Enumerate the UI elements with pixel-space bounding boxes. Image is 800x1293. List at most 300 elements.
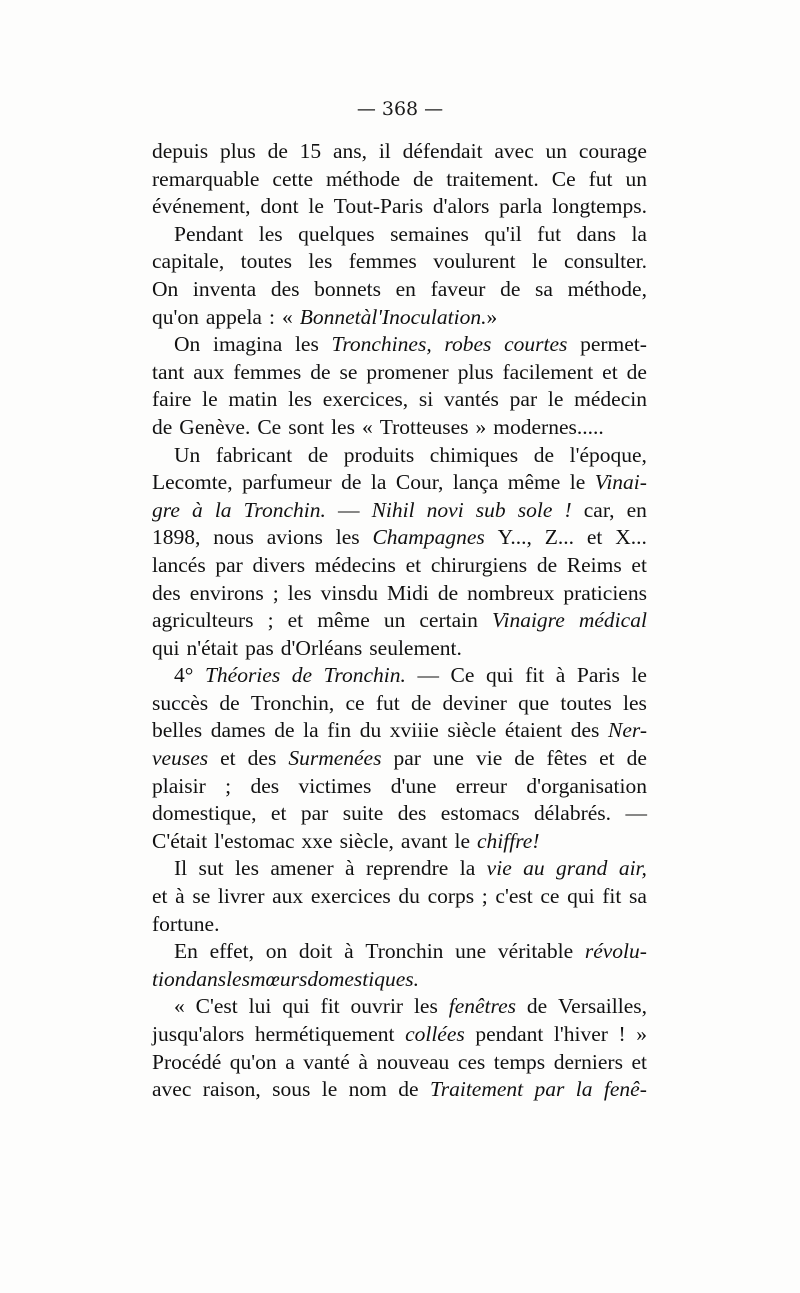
word: et [631, 552, 647, 577]
word: méthode [325, 166, 400, 191]
word: Champagnes [372, 525, 485, 550]
word: les [258, 221, 283, 246]
word: Nihil [371, 497, 415, 522]
word: d'organisation [526, 773, 647, 798]
word: les [294, 332, 319, 357]
word: » [486, 304, 498, 329]
word: à [345, 856, 355, 881]
word: Y..., [497, 525, 532, 550]
word: femmes [233, 359, 302, 384]
text-line [152, 800, 647, 828]
word: courage [578, 139, 647, 163]
word: effet, [209, 939, 254, 964]
word: car, [583, 497, 615, 522]
word: avec [152, 1077, 192, 1102]
word: hermétiquement [254, 1022, 395, 1046]
word: même [507, 470, 561, 495]
word: Traitement [429, 1077, 524, 1102]
word: à [358, 1049, 368, 1074]
word: a [285, 1049, 295, 1074]
word: c'est [495, 884, 533, 909]
word: de [291, 663, 313, 688]
text-line [152, 248, 647, 276]
word: lui [248, 994, 272, 1019]
word: les [308, 249, 333, 274]
word: « [281, 304, 293, 329]
word: se [192, 884, 211, 909]
word: se [339, 359, 358, 384]
word: de [307, 442, 329, 467]
word: véritable [497, 939, 574, 964]
word: des [397, 801, 427, 826]
word: Trotteuses [379, 414, 469, 439]
text-line [152, 276, 647, 304]
word: chimiques [429, 442, 519, 467]
word: les [331, 414, 355, 439]
word: les [235, 856, 259, 881]
word: on [265, 939, 288, 964]
word: raison, [202, 1077, 261, 1102]
word: ce [540, 884, 560, 909]
word: les [287, 580, 312, 605]
word: suite [342, 801, 384, 826]
word: sub [475, 497, 506, 522]
text-line [152, 855, 647, 883]
word: des [270, 276, 300, 301]
text-line [152, 331, 647, 359]
word: depuis [152, 139, 209, 163]
word: Procédé [152, 1049, 222, 1074]
word: Il [174, 856, 188, 881]
word: estomacs [440, 801, 520, 826]
word: sa [628, 884, 647, 909]
text-line [152, 773, 647, 801]
body-text [152, 138, 647, 1104]
text-line [152, 662, 647, 690]
word: traitement. [446, 166, 539, 191]
text-line [152, 166, 647, 194]
word: d'une [390, 773, 437, 798]
word: Tronchines, [331, 332, 432, 357]
word: Vinaigre [491, 608, 565, 633]
word: le [321, 1077, 338, 1102]
word: Tronchin [365, 939, 444, 964]
text-line [152, 414, 647, 442]
word: ; [481, 884, 488, 909]
word: — [337, 497, 360, 522]
word: nouveau [376, 1049, 450, 1074]
text-line [152, 911, 647, 939]
word: l'estomac [214, 828, 295, 853]
word: Ner- [608, 718, 647, 743]
word: toutes [560, 690, 612, 715]
word: une [455, 939, 487, 964]
word: fit [525, 663, 545, 688]
word: ! [532, 828, 540, 853]
word: par [215, 552, 243, 577]
word: inventa [192, 276, 257, 301]
word: modernes..... [493, 414, 604, 439]
word: d'Orléans [280, 635, 363, 660]
text-line [152, 524, 647, 552]
word: de [274, 718, 295, 743]
word: une [432, 746, 464, 771]
word: vie [486, 856, 512, 881]
word: erreur [455, 773, 508, 798]
word: de [398, 1077, 419, 1102]
word: » [475, 414, 487, 439]
word: imagina [212, 332, 283, 357]
word: C'est [195, 994, 238, 1019]
word: pendant [475, 1022, 544, 1046]
word: certain [419, 608, 478, 633]
word: et [152, 884, 168, 909]
word: avec [494, 139, 534, 163]
word: nom [348, 1077, 387, 1102]
word: même [317, 608, 370, 633]
word: à [555, 663, 566, 688]
word: à [360, 304, 372, 329]
word: si [418, 387, 434, 412]
word: Théories [204, 663, 281, 688]
word: des [570, 718, 600, 743]
word: reprendre [365, 856, 449, 881]
word: au [523, 856, 545, 881]
word: promener [366, 359, 449, 384]
word: n'était [186, 635, 239, 660]
word: aux [193, 359, 225, 384]
word: Z... [544, 525, 574, 550]
word: à [191, 497, 203, 522]
word: le [308, 194, 324, 219]
word: siècle, [339, 828, 394, 853]
word: sont [288, 414, 325, 439]
word: sa [535, 276, 553, 301]
word: des [250, 773, 280, 798]
word: praticiens [563, 580, 647, 605]
word: domestiques. [307, 966, 419, 991]
word: à [175, 884, 185, 909]
word: permet- [580, 332, 647, 357]
word: les [226, 966, 250, 991]
word: de [219, 690, 240, 715]
word: belles [152, 718, 203, 743]
word: collées [405, 1022, 465, 1046]
word: de [310, 359, 331, 384]
word: domestique, [152, 801, 257, 826]
word: Reims [566, 552, 622, 577]
word: il [378, 139, 391, 163]
text-line [152, 607, 647, 635]
word: ans, [332, 139, 368, 163]
word: ! [618, 1022, 626, 1046]
word: » [636, 1022, 647, 1046]
word: lancés [152, 552, 206, 577]
word: l'époque, [569, 442, 647, 467]
word: et [599, 746, 615, 771]
word: Lecomte, [152, 470, 233, 495]
word: de [500, 276, 521, 301]
word: voulurent [433, 249, 516, 274]
text-line [152, 359, 647, 387]
word: corps [427, 884, 475, 909]
text-line [152, 1021, 647, 1049]
word: la [631, 221, 647, 246]
word: plus [219, 139, 256, 163]
word: exercices [310, 884, 391, 909]
word: plaisir [152, 773, 206, 798]
word: de [526, 994, 548, 1019]
word: fortune. [152, 911, 220, 936]
word: novi [426, 497, 464, 522]
word: méthode, [567, 276, 647, 301]
word: xviiie [389, 718, 439, 743]
word: de [437, 580, 459, 605]
word: Tronchin. [243, 497, 326, 522]
word: de [533, 442, 555, 467]
word: et [220, 746, 236, 771]
word: On [174, 332, 201, 357]
word: robes [444, 332, 492, 357]
word: fut [588, 166, 613, 191]
word: par [509, 387, 538, 412]
word: et [270, 801, 287, 826]
word: vantés [443, 387, 499, 412]
word: ; [272, 580, 279, 605]
text-line [152, 690, 647, 718]
word: et [287, 608, 304, 633]
word: fenêtres [448, 994, 516, 1019]
word: — [625, 801, 647, 826]
word: par [534, 1077, 565, 1102]
text-line [152, 745, 647, 773]
word: 15 [299, 139, 322, 163]
word: fêtes [546, 746, 588, 771]
word: ce [345, 690, 365, 715]
word: de [410, 690, 432, 715]
word: produits [343, 442, 415, 467]
word: délabrés. [534, 801, 612, 826]
text-line [152, 635, 647, 663]
word: ouvrir [350, 994, 404, 1019]
word: la [575, 1077, 593, 1102]
text-line [152, 938, 647, 966]
word: ; [225, 773, 232, 798]
word: le [547, 387, 564, 412]
word: Ce [257, 414, 282, 439]
word: xxe [301, 828, 333, 853]
word: derniers [553, 1049, 623, 1074]
word: dames [210, 718, 266, 743]
word: fenê- [603, 1077, 647, 1102]
word: le [631, 663, 647, 688]
word: fabricant [215, 442, 293, 467]
word: air, [618, 856, 647, 881]
word: chirurgiens [430, 552, 528, 577]
word: et [405, 552, 422, 577]
word: Tronchin. [323, 663, 406, 688]
word: le [202, 387, 218, 412]
word: semaines [390, 221, 469, 246]
word: pas [245, 635, 274, 660]
word: On [152, 276, 179, 301]
word: : [268, 304, 275, 329]
word: livrer [217, 884, 265, 909]
word: fut [375, 690, 400, 715]
word: quelques [298, 221, 375, 246]
word: amener [270, 856, 334, 881]
word: nombreux [467, 580, 555, 605]
word: longtemps. [551, 194, 647, 219]
word: doit [298, 939, 333, 964]
word: du [359, 718, 382, 743]
word: du [398, 884, 420, 909]
word: fut [537, 221, 562, 246]
word: ces [457, 1049, 486, 1074]
page-number: — 368 — [356, 98, 444, 120]
word: la [303, 718, 319, 743]
word: matin [228, 387, 278, 412]
word: En [174, 939, 198, 964]
word: en [395, 276, 416, 301]
text-line [152, 1049, 647, 1077]
word: femmes [348, 249, 417, 274]
word: avions [266, 525, 323, 550]
text-line [152, 497, 647, 525]
word: tant [152, 359, 185, 384]
word: cette [272, 166, 313, 191]
word: Genève. [179, 414, 251, 439]
word: C'était [152, 828, 208, 853]
word: qu'il [484, 221, 522, 246]
word: appela [205, 304, 262, 329]
word: sut [198, 856, 224, 881]
word: tion [152, 966, 186, 991]
word: Tronchin, [250, 690, 335, 715]
word: dans [576, 221, 616, 246]
word: de [626, 359, 647, 384]
word: en [626, 497, 647, 522]
word: et [631, 1049, 647, 1074]
word: de [267, 139, 288, 163]
word: Ce [551, 166, 576, 191]
word: qui [567, 884, 595, 909]
word: un [383, 608, 406, 633]
text-line [152, 221, 647, 249]
word: l'hiver [553, 1022, 608, 1046]
word: environs [189, 580, 264, 605]
word: Paris [576, 663, 620, 688]
word: qu'on [229, 1049, 277, 1074]
text-line [152, 993, 647, 1021]
text-line [152, 1076, 647, 1104]
word: un [625, 166, 647, 191]
word: la [370, 470, 387, 495]
word: de [412, 166, 434, 191]
word: Versailles, [558, 994, 647, 1019]
word: faire [152, 387, 192, 412]
word: qu'on [152, 304, 199, 329]
word: de [514, 746, 535, 771]
text-line [152, 193, 647, 221]
word: et [586, 525, 603, 550]
word: capitale, [152, 249, 225, 274]
word: agriculteurs [152, 608, 254, 633]
word: vie [475, 746, 503, 771]
word: facilement [502, 359, 594, 384]
word: Un [174, 442, 201, 467]
word: le [532, 249, 548, 274]
word: siècle [447, 718, 497, 743]
word: que [518, 690, 550, 715]
word: médecins [314, 552, 396, 577]
word: dont [260, 194, 299, 219]
word: par [393, 746, 421, 771]
word: plus [457, 359, 494, 384]
word: parla [499, 194, 543, 219]
word: gre [152, 497, 180, 522]
word: ; [267, 608, 274, 633]
word: vinsdu [320, 580, 378, 605]
text-line [152, 717, 647, 745]
word: de [341, 470, 362, 495]
word: fit [320, 994, 340, 1019]
word: Surmenées [288, 746, 382, 771]
word: veuses [152, 746, 209, 771]
word: d'alors [432, 194, 490, 219]
word: et [602, 359, 618, 384]
word: victimes [298, 773, 372, 798]
text-line [152, 386, 647, 414]
word: de [536, 552, 558, 577]
word: nous [213, 525, 254, 550]
word: médecin [574, 387, 647, 412]
word: Ce [450, 663, 475, 688]
word: les [622, 690, 647, 715]
word: de [626, 746, 647, 771]
word: courtes [504, 332, 568, 357]
word: lança [452, 470, 499, 495]
word: X... [615, 525, 647, 550]
word: — [417, 663, 439, 688]
word: par [300, 801, 329, 826]
word: chiffre [477, 828, 533, 853]
word: bonnets [314, 276, 382, 301]
word: fit [602, 884, 622, 909]
word: jusqu'alors [152, 1022, 245, 1046]
text-line [152, 552, 647, 580]
word: avant [400, 828, 448, 853]
word: deviner [442, 690, 507, 715]
word: divers [252, 552, 306, 577]
text-line [152, 580, 647, 608]
word: 4° [174, 663, 194, 688]
word: Cour, [395, 470, 444, 495]
word: sous [272, 1077, 311, 1102]
word: grand [556, 856, 608, 881]
word: un [545, 139, 568, 163]
word: l'Inoculation. [371, 304, 487, 329]
word: la [214, 497, 232, 522]
word: succès [152, 690, 209, 715]
word: le [454, 828, 470, 853]
word: exercices, [322, 387, 409, 412]
word: de [152, 414, 173, 439]
word: remarquable [152, 166, 260, 191]
word: les [335, 525, 360, 550]
word: sole [517, 497, 553, 522]
text-line [152, 138, 647, 166]
